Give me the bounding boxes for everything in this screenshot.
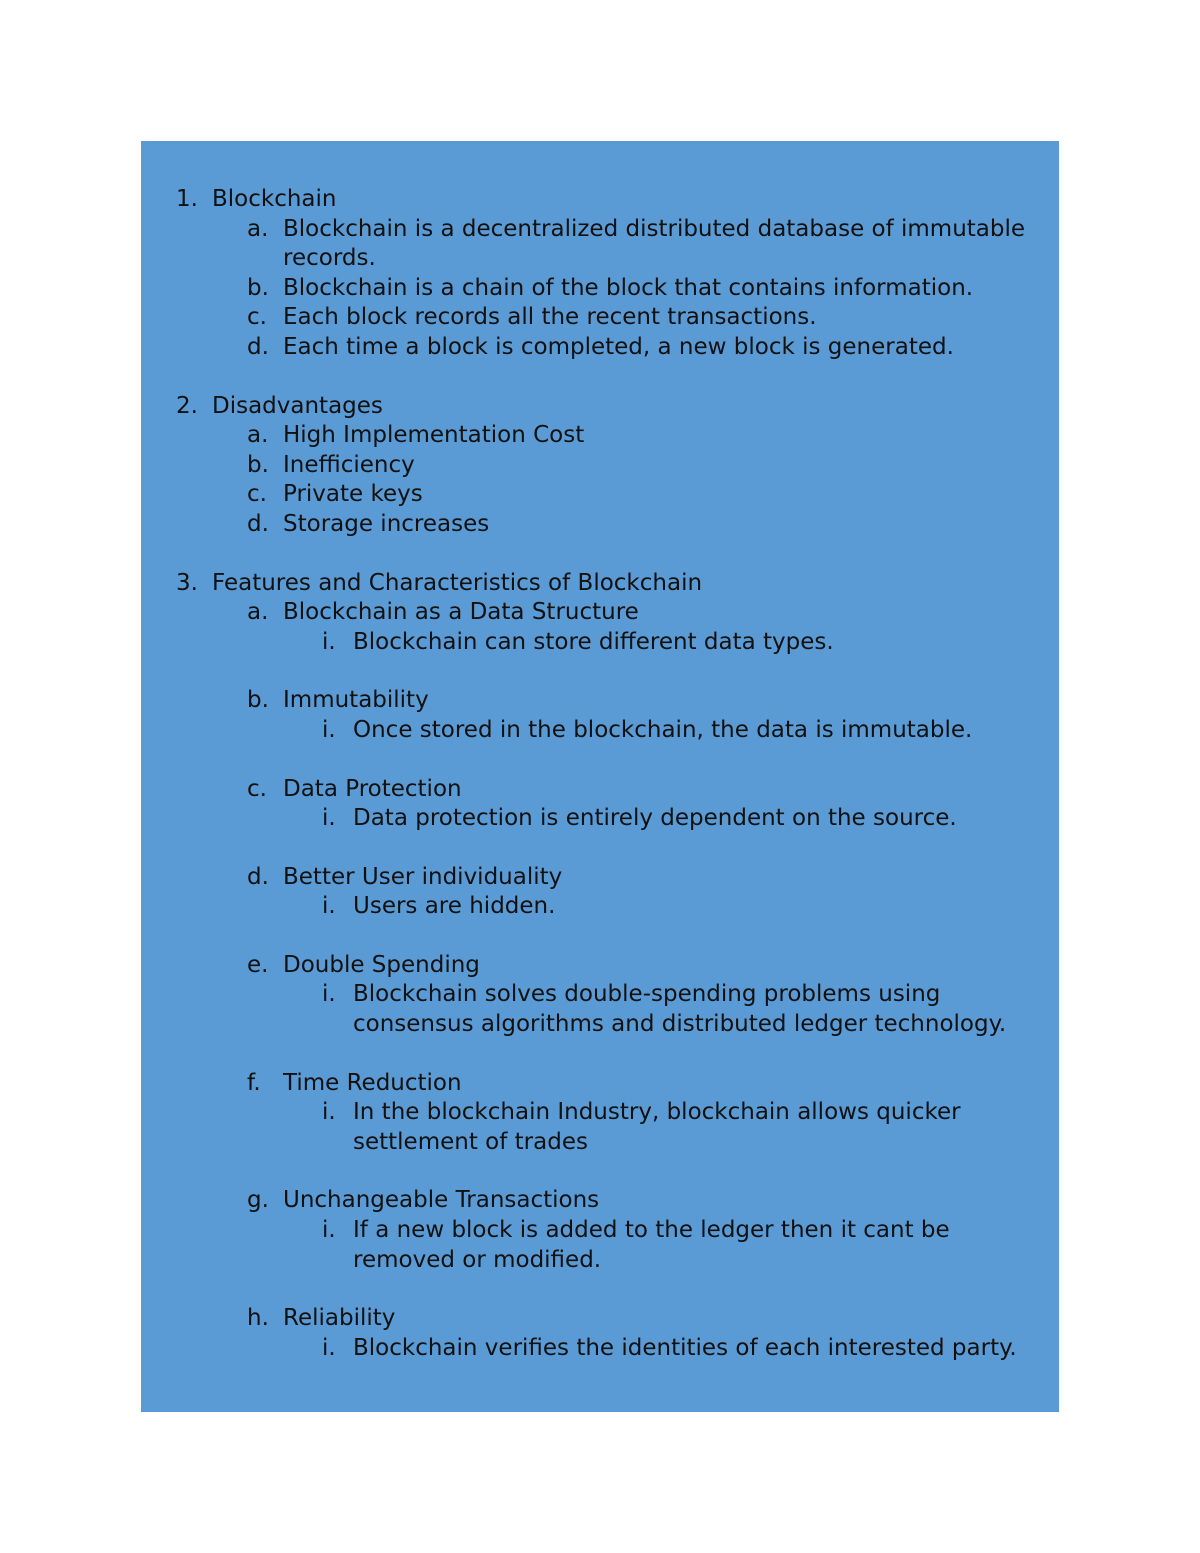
list-marker: b. <box>247 451 269 478</box>
list-marker: d. <box>247 510 269 537</box>
feature-item <box>141 598 1059 628</box>
feature-item <box>141 775 1059 805</box>
section-title: Blockchain <box>212 186 337 212</box>
list-item-text: Each time a block is completed, a new block is generated. <box>283 333 954 360</box>
section-title: Features and Characteristics of Blockchain <box>212 569 703 596</box>
list-item-text: Private keys <box>283 481 423 508</box>
section-1-heading <box>141 185 1059 215</box>
feature-detail-text: Once stored in the blockchain, the data is immutable. <box>353 716 973 743</box>
feature-detail <box>141 1098 1059 1157</box>
list-marker: i. <box>322 1099 336 1126</box>
list-marker: b. <box>247 687 269 714</box>
feature-title: Immutability <box>283 687 429 714</box>
feature-title: Time Reduction <box>283 1069 462 1096</box>
list-item <box>141 303 1059 333</box>
list-marker: i. <box>322 1217 336 1244</box>
list-marker: g. <box>247 1187 269 1214</box>
feature-detail <box>141 1216 1059 1275</box>
list-marker: h. <box>247 1305 269 1332</box>
feature-detail-text: Blockchain solves double-spending problems using consensus algorithms and distributed ledger technology. <box>353 981 1007 1038</box>
list-marker: i. <box>322 1334 336 1361</box>
feature-item <box>141 1186 1059 1216</box>
feature-detail <box>141 804 1059 834</box>
list-item-text: High Implementation Cost <box>283 422 585 449</box>
feature-detail-text: Data protection is entirely dependent on the source. <box>353 805 957 832</box>
feature-detail <box>141 980 1059 1039</box>
section-3-heading <box>141 569 1059 599</box>
feature-item <box>141 863 1059 893</box>
list-marker: c. <box>247 304 267 331</box>
list-item <box>141 510 1059 540</box>
list-marker: i. <box>322 805 336 832</box>
list-marker: a. <box>247 215 269 242</box>
section-2-heading <box>141 392 1059 422</box>
feature-item <box>141 1069 1059 1099</box>
list-marker: 2. <box>176 392 198 419</box>
list-item-text: Inefficiency <box>283 451 415 478</box>
feature-title: Data Protection <box>283 775 462 802</box>
feature-title: Double Spending <box>283 951 480 978</box>
feature-title: Reliability <box>283 1305 396 1332</box>
list-marker: i. <box>322 716 336 743</box>
feature-detail <box>141 716 1059 746</box>
list-marker: d. <box>247 863 269 890</box>
list-marker: a. <box>247 422 269 449</box>
list-item <box>141 451 1059 481</box>
feature-detail-text: Blockchain verifies the identities of each interested party. <box>353 1334 1017 1361</box>
list-item-text: Storage increases <box>283 510 490 537</box>
feature-detail-text: Blockchain can store different data types. <box>353 628 834 655</box>
feature-title: Better User individuality <box>283 863 563 890</box>
list-marker: c. <box>247 775 267 802</box>
feature-detail-text: If a new block is added to the ledger then it cant be removed or modified. <box>353 1217 950 1273</box>
feature-title: Unchangeable Transactions <box>283 1187 600 1214</box>
feature-detail-text: Users are hidden. <box>353 893 556 920</box>
list-marker: f. <box>247 1069 261 1096</box>
list-marker: 1. <box>176 186 198 212</box>
list-item-text: Blockchain is a decentralized distributed database of immutable records. <box>283 215 1026 272</box>
list-item-text: Each block records all the recent transactions. <box>283 304 817 331</box>
list-marker: 3. <box>176 569 198 596</box>
feature-item <box>141 1304 1059 1334</box>
list-item-text: Blockchain is a chain of the block that contains information. <box>283 274 974 301</box>
list-marker: i. <box>322 628 336 655</box>
feature-item <box>141 686 1059 716</box>
list-item <box>141 421 1059 451</box>
list-item <box>141 274 1059 304</box>
feature-item <box>141 951 1059 981</box>
list-marker: a. <box>247 599 269 626</box>
outline-list <box>141 141 1059 1363</box>
feature-detail <box>141 1334 1059 1364</box>
list-marker: b. <box>247 274 269 301</box>
feature-detail-text: In the blockchain Industry, blockchain allows quicker settlement of trades <box>353 1099 961 1155</box>
list-item <box>141 333 1059 363</box>
feature-title: Blockchain as a Data Structure <box>283 599 639 626</box>
list-marker: c. <box>247 481 267 508</box>
list-item <box>141 215 1059 274</box>
feature-detail <box>141 628 1059 658</box>
list-marker: e. <box>247 951 269 978</box>
list-item <box>141 480 1059 510</box>
section-title: Disadvantages <box>212 392 383 419</box>
document-panel <box>141 141 1059 1412</box>
list-marker: d. <box>247 333 269 360</box>
list-marker: i. <box>322 981 336 1008</box>
feature-detail <box>141 892 1059 922</box>
list-marker: i. <box>322 893 336 920</box>
